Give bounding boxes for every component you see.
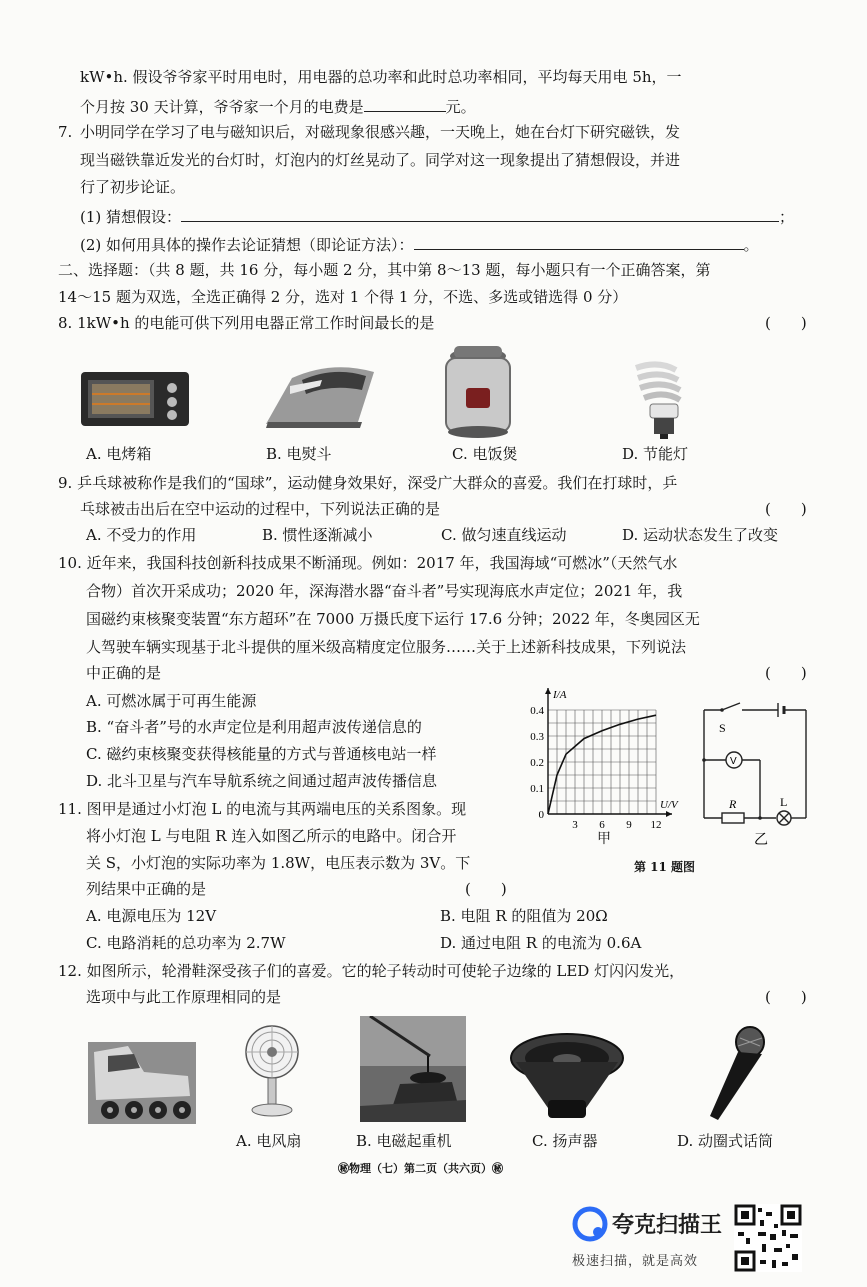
section2-heading-line1: 二、选择题：（共 8 题，共 16 分，每小题 2 分，其中第 8～13 题，每小题只有一个正确答案，第 [58, 261, 711, 279]
x-tick-label: 6 [599, 819, 605, 831]
x-tick-label: 3 [572, 819, 578, 831]
switch-label: S [719, 721, 726, 735]
q9-option-b[interactable]: B. 惯性逐渐减小 [262, 526, 373, 544]
q9-stem-line2: 乓球被击出后在空中运动的过程中，下列说法正确的是 [80, 500, 441, 518]
q7-sub1-end: ； [779, 208, 795, 226]
q6-line2-suffix: 元。 [445, 98, 476, 116]
origin-label: 0 [538, 809, 544, 821]
q9-option-a[interactable]: A. 不受力的作用 [86, 526, 197, 544]
q10-option-c[interactable]: C. 磁约束核聚变获得核能量的方式与普通核电站一样 [86, 745, 437, 763]
q11-stem-line2: 将小灯泡 L 与电阻 R 连入如图乙所示的电路中。闭合开 [86, 827, 457, 845]
resistor-label: R [729, 797, 737, 811]
watermark-brand: 夸克扫描王 [612, 1213, 723, 1238]
section2-heading-line2: 14～15 题为双选，全选正确得 2 分，选对 1 个得 1 分，不选、多选或错选得 0 分） [58, 288, 628, 306]
q7-stem-line3: 行了初步论证。 [80, 178, 186, 196]
q11-option-c[interactable]: C. 电路消耗的总功率为 2.7W [86, 934, 286, 952]
q10-option-b[interactable]: B. “奋斗者”号的水声定位是利用超声波传递信息的 [86, 718, 422, 736]
electromagnetic-crane-image [360, 1016, 466, 1122]
q12-option-a[interactable]: A. 电风扇 [236, 1132, 302, 1150]
q8-option-b[interactable]: B. 电熨斗 [266, 445, 332, 463]
y-axis-arrow [545, 688, 551, 694]
q7-stem-line1: 小明同学在学习了电与磁知识后，对磁现象很感兴趣，一天晚上，她在台灯下研究磁铁，发 [80, 123, 681, 141]
x-tick-label: 12 [650, 819, 662, 831]
q8-option-c[interactable]: C. 电饭煲 [452, 445, 518, 463]
loudspeaker-image [508, 1030, 626, 1122]
x-axis-arrow [666, 811, 672, 817]
voltmeter-label: V [730, 756, 737, 767]
q10-option-a[interactable]: A. 可燃冰属于可再生能源 [86, 692, 257, 710]
roller-skates-image [88, 1042, 196, 1124]
q12-answer-paren[interactable]: ( ) [765, 988, 807, 1006]
q10-stem-line4: 人驾驶车辆实现基于北斗提供的厘米级高精度定位服务……关于上述新科技成果，下列说法 [86, 638, 687, 656]
q9-answer-paren[interactable]: ( ) [765, 500, 807, 518]
q11-graph-label: 甲 [597, 831, 611, 847]
q9-option-c[interactable]: C. 做匀速直线运动 [441, 526, 567, 544]
q7-sub1-answer-blank[interactable] [181, 204, 779, 222]
y-axis-label: I/A [553, 689, 567, 701]
circuit-label: 乙 [754, 832, 768, 848]
q7-number: 7. [58, 123, 73, 141]
q7-stem-line2: 现当磁铁靠近发光的台灯时，灯泡内的灯丝晃动了。同学对这一现象提出了猜想假设，并进 [80, 151, 681, 169]
q12-option-b[interactable]: B. 电磁起重机 [356, 1132, 452, 1150]
lamp-label: L [780, 795, 788, 809]
watermark-slogan: 极速扫描，就是高效 [572, 1254, 699, 1269]
q11-iu-graph [518, 688, 690, 844]
y-tick-label: 0.2 [530, 757, 544, 769]
q6-continuation-line2 [80, 94, 476, 118]
q11-option-d[interactable]: D. 通过电阻 R 的电流为 0.6A [440, 934, 642, 952]
q11-stem-line4: 列结果中正确的是 [86, 880, 207, 898]
q8-option-a[interactable]: A. 电烤箱 [86, 445, 152, 463]
q11-stem-line1: 11. 图甲是通过小灯泡 L 的电流与其两端电压的关系图象。现 [58, 800, 467, 818]
q9-stem-line1: 9. 乒乓球被称作是我们的“国球”，运动健身效果好，深受广大群众的喜爱。我们在打球时，乒 [58, 474, 678, 492]
energy-saving-lamp-image [626, 360, 690, 440]
q12-stem-line2: 选项中与此工作原理相同的是 [86, 988, 282, 1006]
qr-code-icon [734, 1204, 802, 1272]
q12-stem-line1: 12. 如图所示，轮滑鞋深受孩子们的喜爱。它的轮子转动时可使轮子边缘的 LED 灯闪闪发光， [58, 962, 685, 980]
dynamic-microphone-image [700, 1024, 776, 1124]
q7-sub2 [80, 232, 759, 256]
q10-answer-paren[interactable]: ( ) [765, 664, 807, 682]
q8-option-d[interactable]: D. 节能灯 [622, 445, 689, 463]
x-tick-label: 9 [626, 819, 632, 831]
y-tick-label: 0.1 [530, 783, 544, 795]
q11-option-a[interactable]: A. 电源电压为 12V [86, 907, 217, 925]
q10-option-d[interactable]: D. 北斗卫星与汽车导航系统之间通过超声波传播信息 [86, 772, 438, 790]
q8-answer-paren[interactable]: ( ) [765, 314, 807, 332]
q11-figure-caption: 第 11 题图 [634, 860, 696, 874]
q11-answer-paren[interactable]: ( ) [465, 880, 507, 898]
q8-stem: 8. 1kW•h 的电能可供下列用电器正常工作时间最长的是 [58, 314, 435, 332]
q10-stem-line2: 合物）首次开采成功；2020 年，深海潜水器“奋斗者”号实现海底水声定位；2021 年，我 [86, 582, 683, 600]
q12-option-c[interactable]: C. 扬声器 [532, 1132, 598, 1150]
q7-sub1 [80, 204, 794, 228]
q7-sub1-label: (1) 猜想假设： [80, 208, 182, 226]
q9-option-d[interactable]: D. 运动状态发生了改变 [622, 526, 779, 544]
q11-option-b[interactable]: B. 电阻 R 的阻值为 20Ω [440, 907, 608, 925]
q10-stem-line1: 10. 近年来，我国科技创新科技成果不断涌现。例如：2017 年，我国海域“可燃冰”（天然气水 [58, 554, 678, 572]
q10-stem-line3: 国磁约束核聚变装置“东方超环”在 7000 万摄氏度下运行 17.6 分钟；2022 年，冬奥园区无 [86, 610, 700, 628]
q7-sub2-label: (2) 如何用具体的操作去论证猜想（即论证方法）： [80, 236, 414, 254]
y-tick-label: 0.3 [530, 731, 544, 743]
q7-sub2-end: 。 [743, 236, 759, 254]
electric-fan-image [240, 1020, 304, 1118]
q7-sub2-answer-blank[interactable] [414, 232, 744, 250]
toaster-oven-image [80, 368, 190, 430]
page-footer: ㊙物理（七）第二页（共六页）㊙ [338, 1162, 503, 1175]
q11-circuit-diagram [694, 700, 818, 848]
rice-cooker-image [440, 342, 516, 440]
q6-answer-blank[interactable] [364, 94, 446, 112]
q10-stem-line5: 中正确的是 [86, 664, 162, 682]
electric-iron-image [262, 356, 380, 432]
q12-option-d[interactable]: D. 动圈式话筒 [677, 1132, 774, 1150]
q6-line2-prefix: 个月按 30 天计算，爷爷家一个月的电费是 [80, 98, 364, 116]
x-axis-label: U/V [660, 799, 678, 811]
q11-stem-line3: 关 S，小灯泡的实际功率为 1.8W，电压表示数为 3V。下 [86, 854, 471, 872]
y-tick-label: 0.4 [530, 705, 544, 717]
q6-continuation-line1: kW•h. 假设爷爷家平时用电时，用电器的总功率和此时总功率相同，平均每天用电 5h，一 [80, 68, 682, 86]
quark-logo-icon [572, 1206, 608, 1242]
